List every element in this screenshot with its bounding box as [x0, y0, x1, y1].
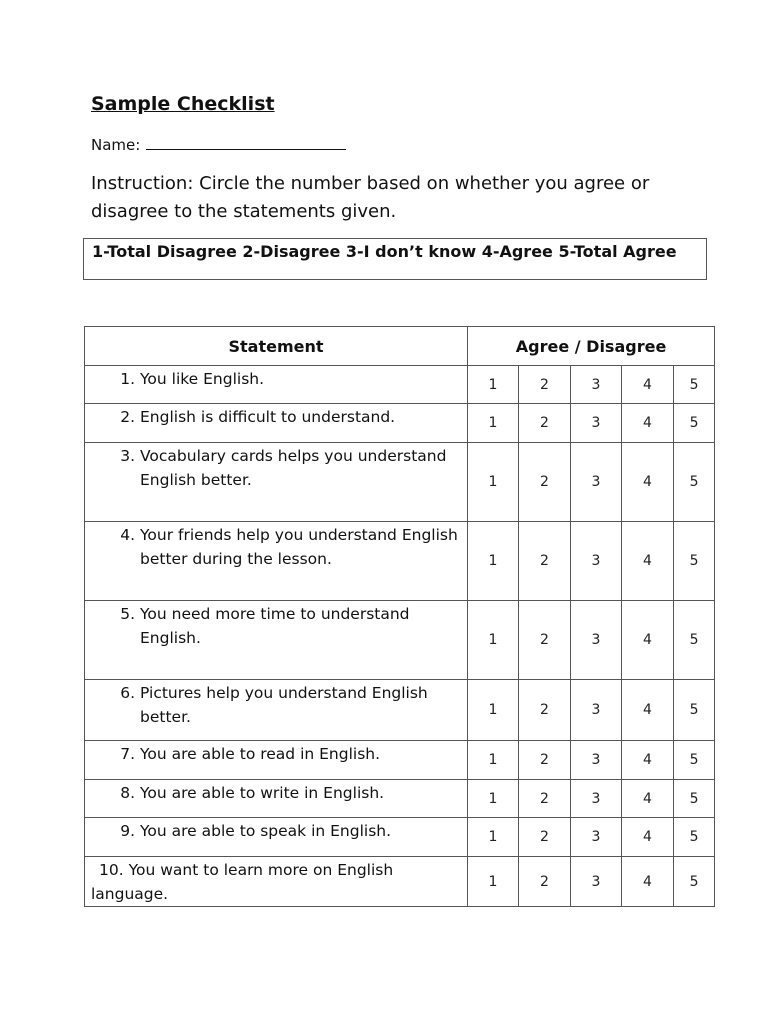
- rating-option-5[interactable]: 5: [674, 780, 715, 818]
- statement-number: 8.: [120, 784, 135, 802]
- rating-option-2[interactable]: 2: [519, 741, 571, 780]
- statement-text: Vocabulary cards helps you understand English better.: [140, 447, 447, 489]
- rating-option-1[interactable]: 1: [468, 404, 519, 443]
- rating-option-1[interactable]: 1: [468, 366, 519, 404]
- name-blank-line[interactable]: [146, 135, 346, 150]
- rating-option-3[interactable]: 3: [571, 443, 622, 522]
- statement-text: Your friends help you understand English better during the lesson.: [140, 526, 458, 568]
- statement-text: Pictures help you understand English better.: [140, 684, 428, 726]
- statement-cell: [85, 522, 468, 601]
- rating-option-1[interactable]: 1: [468, 741, 519, 780]
- statement-text: English is difficult to understand.: [140, 408, 396, 426]
- statement-cell: [85, 741, 468, 780]
- rating-option-3[interactable]: 3: [571, 818, 622, 857]
- scale-legend: 1-Total Disagree 2-Disagree 3-I don’t know 4-Agree 5-Total Agree: [83, 238, 707, 280]
- statement-cell: [85, 857, 468, 907]
- statement-text: You want to learn more on English language.: [91, 861, 394, 903]
- rating-option-2[interactable]: 2: [519, 443, 571, 522]
- rating-option-5[interactable]: 5: [674, 522, 715, 601]
- statement-cell: [85, 818, 468, 857]
- statement-text: You need more time to understand English.: [140, 605, 410, 647]
- statement-number: 9.: [120, 822, 135, 840]
- statement-text: You like English.: [140, 370, 265, 388]
- rating-option-2[interactable]: 2: [519, 522, 571, 601]
- rating-option-2[interactable]: 2: [519, 404, 571, 443]
- rating-option-5[interactable]: 5: [674, 741, 715, 780]
- statement-cell: [85, 601, 468, 680]
- table-row: [85, 818, 715, 857]
- rating-option-3[interactable]: 3: [571, 366, 622, 404]
- statement-text: You are able to write in English.: [140, 784, 385, 802]
- rating-option-4[interactable]: 4: [622, 680, 674, 741]
- rating-option-1[interactable]: 1: [468, 857, 519, 907]
- rating-option-3[interactable]: 3: [571, 680, 622, 741]
- table-row: [85, 857, 715, 907]
- rating-option-3[interactable]: 3: [571, 601, 622, 680]
- statement-cell: [85, 404, 468, 443]
- rating-option-1[interactable]: 1: [468, 680, 519, 741]
- rating-option-1[interactable]: 1: [468, 780, 519, 818]
- statement-cell: [85, 443, 468, 522]
- rating-option-3[interactable]: 3: [571, 522, 622, 601]
- page-title: Sample Checklist: [91, 93, 275, 115]
- table-row: [85, 780, 715, 818]
- rating-option-4[interactable]: 4: [622, 522, 674, 601]
- rating-option-4[interactable]: 4: [622, 741, 674, 780]
- rating-option-3[interactable]: 3: [571, 780, 622, 818]
- rating-option-2[interactable]: 2: [519, 366, 571, 404]
- rating-option-3[interactable]: 3: [571, 741, 622, 780]
- checklist-table: [84, 326, 715, 907]
- table-row: [85, 741, 715, 780]
- table-row: [85, 601, 715, 680]
- statement-cell: [85, 780, 468, 818]
- rating-option-2[interactable]: 2: [519, 780, 571, 818]
- statement-number: 1.: [120, 370, 135, 388]
- rating-option-2[interactable]: 2: [519, 818, 571, 857]
- rating-option-3[interactable]: 3: [571, 404, 622, 443]
- rating-option-4[interactable]: 4: [622, 404, 674, 443]
- rating-option-4[interactable]: 4: [622, 780, 674, 818]
- rating-option-4[interactable]: 4: [622, 818, 674, 857]
- rating-option-5[interactable]: 5: [674, 818, 715, 857]
- statement-number: 4.: [120, 526, 135, 544]
- statement-cell: [85, 680, 468, 741]
- statement-header: Statement: [85, 327, 468, 366]
- statement-number: 5.: [120, 605, 135, 623]
- statement-text: You are able to read in English.: [140, 745, 381, 763]
- rating-option-5[interactable]: 5: [674, 366, 715, 404]
- rating-option-2[interactable]: 2: [519, 857, 571, 907]
- rating-option-1[interactable]: 1: [468, 522, 519, 601]
- statement-number: 7.: [120, 745, 135, 763]
- rating-header: Agree / Disagree: [468, 327, 715, 366]
- rating-option-4[interactable]: 4: [622, 601, 674, 680]
- table-row: [85, 680, 715, 741]
- rating-option-1[interactable]: 1: [468, 818, 519, 857]
- rating-option-3[interactable]: 3: [571, 857, 622, 907]
- rating-option-5[interactable]: 5: [674, 857, 715, 907]
- table-row: [85, 522, 715, 601]
- table-row: [85, 443, 715, 522]
- rating-option-5[interactable]: 5: [674, 601, 715, 680]
- statement-cell: [85, 366, 468, 404]
- rating-option-2[interactable]: 2: [519, 680, 571, 741]
- table-row: [85, 404, 715, 443]
- rating-option-5[interactable]: 5: [674, 404, 715, 443]
- statement-number: 6.: [120, 684, 135, 702]
- statement-text: You are able to speak in English.: [140, 822, 392, 840]
- statement-number: 2.: [120, 408, 135, 426]
- table-row: [85, 366, 715, 404]
- name-label: Name:: [91, 136, 141, 154]
- rating-option-4[interactable]: 4: [622, 366, 674, 404]
- statement-number: 3.: [120, 447, 135, 465]
- rating-option-1[interactable]: 1: [468, 601, 519, 680]
- table-header-row: [85, 327, 715, 366]
- rating-option-4[interactable]: 4: [622, 857, 674, 907]
- instruction-text: Instruction: Circle the number based on whether you agree or disagree to the statements given.: [91, 173, 650, 222]
- statement-number: 10.: [99, 861, 124, 879]
- name-field-row: [91, 135, 346, 154]
- rating-option-5[interactable]: 5: [674, 680, 715, 741]
- rating-option-1[interactable]: 1: [468, 443, 519, 522]
- rating-option-5[interactable]: 5: [674, 443, 715, 522]
- rating-option-4[interactable]: 4: [622, 443, 674, 522]
- rating-option-2[interactable]: 2: [519, 601, 571, 680]
